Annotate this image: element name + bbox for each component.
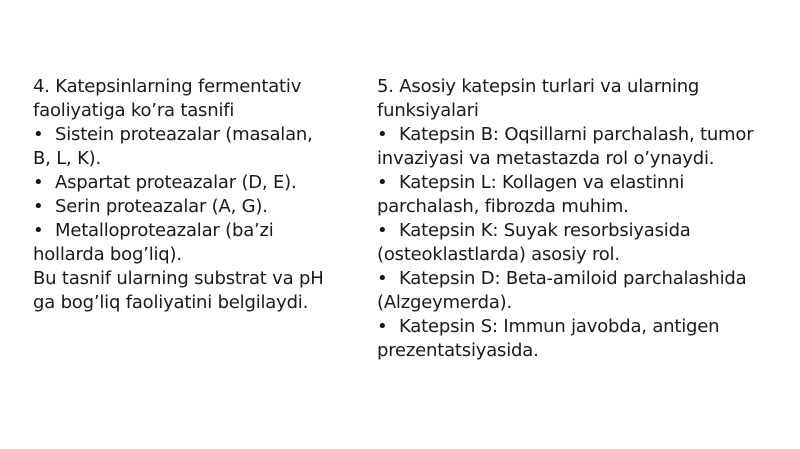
bullet-icon: •: [33, 124, 44, 145]
bullet-icon: •: [377, 124, 388, 145]
left-bullet-2: [33, 171, 333, 195]
left-bullet-1-text: Sistein proteazalar (masalan, B, L, K).: [33, 124, 313, 169]
right-bullet-4-text: Katepsin D: Beta-amiloid parchalashida (Alzgeymerda).: [377, 268, 747, 313]
left-bullet-2-text: Aspartat proteazalar (D, E).: [55, 172, 297, 193]
right-bullet-2-text: Katepsin L: Kollagen va elastinni parchalash, fibrozda muhim.: [377, 172, 685, 217]
right-bullet-2: [377, 171, 777, 219]
right-bullet-4: [377, 267, 777, 315]
left-bullet-3: [33, 195, 333, 219]
left-heading: 4. Katepsinlarning fermentativ faoliyatiga ko’ra tasnifi: [33, 76, 302, 121]
bullet-icon: •: [377, 316, 388, 337]
left-bullet-3-text: Serin proteazalar (A, G).: [55, 196, 268, 217]
right-bullet-3-text: Katepsin K: Suyak resorbsiyasida (osteoklastlarda) asosiy rol.: [377, 220, 691, 265]
bullet-icon: •: [33, 172, 44, 193]
bullet-icon: •: [33, 220, 44, 241]
bullet-icon: •: [377, 268, 388, 289]
bullet-icon: •: [33, 196, 44, 217]
left-column: [33, 75, 333, 315]
right-bullet-1: [377, 123, 777, 171]
right-column: [377, 75, 777, 363]
left-bullet-4-text: Metalloproteazalar (ba’zi hollarda bog’liq).: [33, 220, 274, 265]
right-bullet-5-text: Katepsin S: Immun javobda, antigen prezentatsiyasida.: [377, 316, 720, 361]
left-bullet-1: [33, 123, 333, 171]
right-bullet-5: [377, 315, 777, 363]
left-footer: Bu tasnif ularning substrat va pH ga bog’liq faoliyatini belgilaydi.: [33, 268, 324, 313]
bullet-icon: •: [377, 172, 388, 193]
left-bullet-4: [33, 219, 333, 267]
bullet-icon: •: [377, 220, 388, 241]
right-bullet-3: [377, 219, 777, 267]
right-heading: 5. Asosiy katepsin turlari va ularning funksiyalari: [377, 76, 700, 121]
right-bullet-1-text: Katepsin B: Oqsillarni parchalash, tumor invaziyasi va metastazda rol o’ynaydi.: [377, 124, 754, 169]
